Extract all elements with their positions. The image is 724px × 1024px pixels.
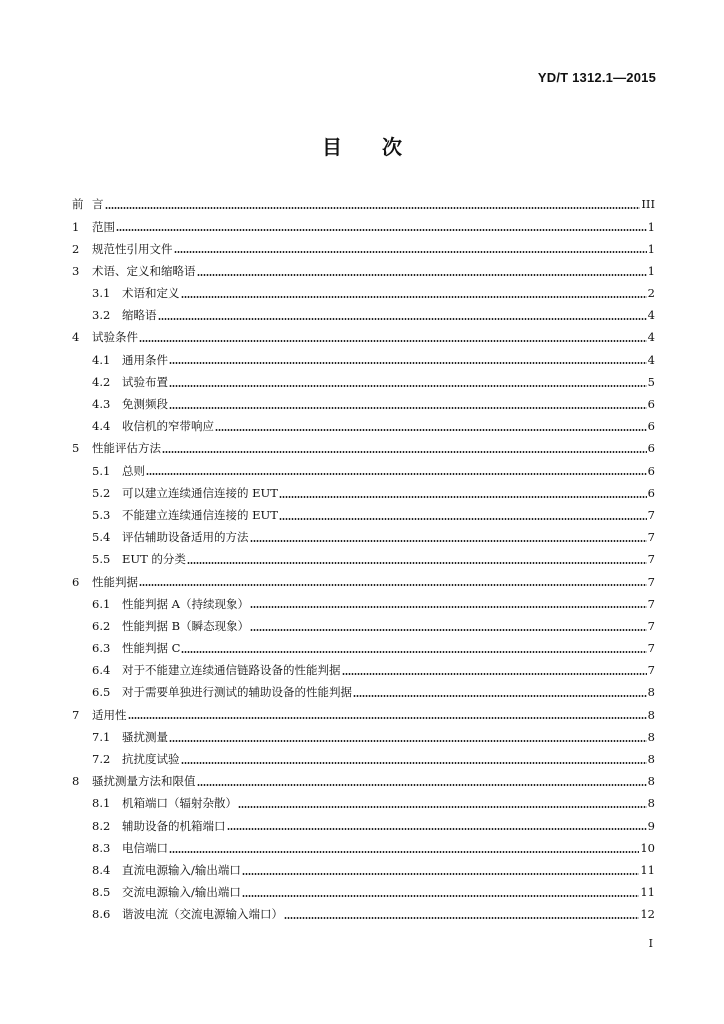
toc-entry[interactable] [72,394,655,416]
toc-entry[interactable] [72,261,655,283]
dot-leader [169,740,647,742]
toc-entry[interactable] [72,505,655,527]
page-title [0,131,724,160]
toc-entry[interactable] [72,527,655,549]
toc-entry-label: 试验布置 [122,374,168,389]
dot-leader [250,606,647,608]
toc-entry[interactable] [72,482,655,504]
toc-entry-number: 8.4 [92,862,111,877]
toc-entry-label: 性能判据 A（持续现象） [122,596,249,611]
toc-entry-number: 7 [72,707,80,722]
toc-entry-label: 通用条件 [122,352,168,367]
toc-entry-label: 性能评估方法 [92,441,161,456]
toc-entry[interactable] [72,283,655,305]
toc-entry-page: 6 [647,419,655,434]
dot-leader [197,274,647,276]
toc-entry-page: 11 [640,885,655,900]
dot-leader [227,828,647,830]
toc-entry-page: 8 [647,774,655,789]
toc-entry[interactable] [72,438,655,460]
dot-leader [169,851,639,853]
dot-leader [279,496,647,498]
toc-entry[interactable] [72,815,655,837]
toc-entry-page: 7 [647,641,655,656]
dot-leader [139,340,647,342]
toc-entry-page: 8 [647,752,655,767]
toc-entry-page: 1 [647,241,655,256]
toc-entry-number: 4.1 [92,352,111,367]
toc-entry-page: 1 [647,219,655,234]
toc-entry-label: 性能判据 C [122,641,181,656]
dot-leader [284,917,639,919]
toc-entry-number: 8.1 [92,796,111,811]
toc-entry[interactable] [72,372,655,394]
dot-leader [169,407,647,409]
toc-entry-number: 6.2 [92,618,111,633]
dot-leader [215,429,647,431]
toc-entry-label: 收信机的窄带响应 [122,419,214,434]
title-char-2: 次 [382,135,402,159]
toc-entry[interactable] [72,860,655,882]
toc-entry[interactable] [72,882,655,904]
toc-entry[interactable] [72,194,655,216]
toc-entry-label: 辅助设备的机箱端口 [122,818,226,833]
toc-entry-number: 4 [72,330,80,345]
page-number: I [648,937,653,950]
toc-entry-page: 4 [647,330,655,345]
toc-entry-label: 骚扰测量 [122,729,168,744]
toc-entry-number: 5.4 [92,530,111,545]
dot-leader [238,806,647,808]
toc-entry-number: 6.5 [92,685,111,700]
toc-entry-label: 骚扰测量方法和限值 [92,774,196,789]
toc-entry-number: 前 [72,197,84,212]
toc-entry-label: 抗扰度试验 [122,752,180,767]
toc-entry-label: 性能判据 [92,574,138,589]
toc-entry-number: 5.3 [92,507,111,522]
toc-entry-number: 8.3 [92,840,111,855]
toc-entry-page: 9 [647,818,655,833]
toc-entry[interactable] [72,904,655,926]
toc-entry-page: 7 [647,530,655,545]
toc-entry-label: 术语和定义 [122,286,180,301]
toc-entry-number: 3 [72,263,80,278]
toc-entry-page: 6 [647,463,655,478]
toc-entry[interactable] [72,704,655,726]
toc-entry-number: 5.5 [92,552,111,567]
toc-entry-label: 试验条件 [92,330,138,345]
toc-entry[interactable] [72,593,655,615]
toc-entry-label: 总则 [122,463,145,478]
toc-entry-label: 交流电源输入/输出端口 [122,885,241,900]
toc-entry-page: 1 [647,263,655,278]
toc-entry[interactable] [72,460,655,482]
toc-entry-number: 8.2 [92,818,111,833]
dot-leader [146,473,647,475]
toc-entry[interactable] [72,416,655,438]
toc-entry-label: 对于不能建立连续通信链路设备的性能判据 [122,663,341,678]
dot-leader [181,762,647,764]
dot-leader [242,895,639,897]
toc-entry-number: 3.2 [92,308,111,323]
toc-entry[interactable] [72,660,655,682]
dot-leader [197,784,647,786]
toc-entry[interactable] [72,305,655,327]
toc-entry[interactable] [72,549,655,571]
toc-entry-number: 6.1 [92,596,111,611]
toc-entry[interactable] [72,571,655,593]
toc-entry-page: 6 [647,485,655,500]
dot-leader [128,717,647,719]
dot-leader [169,362,647,364]
dot-leader [181,651,646,653]
dot-leader [181,296,647,298]
toc-entry-number: 5.2 [92,485,111,500]
toc-entry[interactable] [72,349,655,371]
toc-entry[interactable] [72,216,655,238]
toc-entry-number: 7.1 [92,729,111,744]
toc-entry[interactable] [72,837,655,859]
toc-entry-page: 6 [647,441,655,456]
toc-entry-label: 评估辅助设备适用的方法 [122,530,249,545]
dot-leader [139,584,647,586]
toc-entry[interactable] [72,727,655,749]
toc-entry-label: 可以建立连续通信连接的 EUT [122,485,278,500]
standard-code: YD/T 1312.1—2015 [537,70,656,85]
toc-entry-page: 7 [647,552,655,567]
toc-entry-page: 7 [647,618,655,633]
dot-leader [169,385,647,387]
toc-entry[interactable] [72,327,655,349]
toc-entry-label: 谐波电流（交流电源输入端口） [122,907,283,922]
toc-entry[interactable] [72,793,655,815]
toc-entry-label: 言 [92,197,104,212]
toc-entry-label: 不能建立连续通信连接的 EUT [122,507,278,522]
title-char-1: 目 [322,135,342,159]
dot-leader [174,251,647,253]
toc-entry-page: 10 [640,840,655,855]
toc-entry-page: 2 [647,286,655,301]
toc-entry-number: 7.2 [92,752,111,767]
toc-entry-label: 适用性 [92,707,127,722]
toc-entry[interactable] [72,238,655,260]
toc-entry-number: 8.6 [92,907,111,922]
toc-entry-number: 8.5 [92,885,111,900]
toc-entry-label: 对于需要单独进行测试的辅助设备的性能判据 [122,685,352,700]
dot-leader [353,695,647,697]
toc-entry-page: 5 [647,374,655,389]
toc-entry-page: 7 [647,507,655,522]
toc-entry[interactable] [72,638,655,660]
dot-leader [187,562,647,564]
toc-entry-label: 缩略语 [122,308,157,323]
dot-leader [250,629,647,631]
toc-entry-page: 7 [647,663,655,678]
toc-entry-label: 机箱端口（辐射杂散） [122,796,237,811]
toc-entry-number: 4.3 [92,397,111,412]
toc-entry[interactable] [72,682,655,704]
toc-entry-number: 6.3 [92,641,111,656]
toc-entry-page: 12 [640,907,655,922]
toc-entry-label: 规范性引用文件 [92,241,173,256]
toc-entry-label: 直流电源输入/输出端口 [122,862,241,877]
toc-entry[interactable] [72,771,655,793]
toc-entry-page: 7 [647,574,655,589]
toc-entry-page: 8 [647,685,655,700]
dot-leader [162,451,647,453]
toc-entry-page: 8 [647,796,655,811]
toc-entry-label: 免测频段 [122,397,168,412]
toc-entry-number: 6.4 [92,663,111,678]
toc-entry-page: 8 [647,707,655,722]
toc-entry-number: 4.4 [92,419,111,434]
toc-entry-label: 电信端口 [122,840,168,855]
toc-entry-page: 7 [647,596,655,611]
table-of-contents [72,194,655,926]
toc-entry-page: 6 [647,397,655,412]
dot-leader [279,518,647,520]
toc-entry-number: 5 [72,441,80,456]
dot-leader [250,540,647,542]
toc-entry-number: 3.1 [92,286,111,301]
toc-entry-number: 2 [72,241,80,256]
toc-entry-label: EUT 的分类 [122,552,186,567]
dot-leader [116,229,647,231]
toc-entry-page: 4 [647,352,655,367]
toc-entry-page: III [641,197,655,212]
toc-entry-label: 范围 [92,219,115,234]
toc-entry[interactable] [72,749,655,771]
toc-entry-number: 4.2 [92,374,111,389]
toc-entry-number: 6 [72,574,80,589]
dot-leader [105,207,641,209]
toc-entry-number: 5.1 [92,463,111,478]
toc-entry[interactable] [72,616,655,638]
dot-leader [158,318,647,320]
dot-leader [242,873,639,875]
toc-entry-page: 8 [647,729,655,744]
toc-entry-number: 1 [72,219,80,234]
toc-entry-number: 8 [72,774,80,789]
toc-entry-label: 术语、定义和缩略语 [92,263,196,278]
toc-entry-page: 11 [640,862,655,877]
toc-entry-label: 性能判据 B（瞬态现象） [122,618,250,633]
toc-entry-page: 4 [647,308,655,323]
dot-leader [342,673,647,675]
